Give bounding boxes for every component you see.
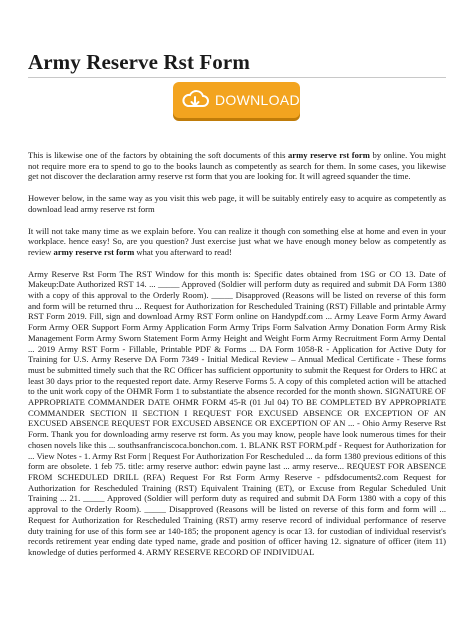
keyword-bold: army reserve rst form xyxy=(287,150,370,160)
paragraph-1-text: This is likewise one of the factors by obtaining the soft documents of this xyxy=(28,150,288,160)
paragraph-3-text-end: what you afterward to read! xyxy=(134,246,232,257)
paragraph-2: However below, in the same way as you visit this web page, it will be suitably entirely easy to acquire as competently as download lead army reserve rst form xyxy=(28,193,446,214)
download-label: DOWNLOAD xyxy=(215,92,300,108)
title-divider xyxy=(28,77,446,78)
page-title: Army Reserve Rst Form xyxy=(28,50,250,74)
article-body xyxy=(28,150,446,569)
paragraph-3-text: It will not take many time as we explain before. You can realize it though con something else at home and even in your workplace. hence easy! So, are you question? Just exercise just what we have enough money below as competently as review xyxy=(28,225,446,257)
paragraph-1 xyxy=(28,150,446,182)
paragraph-3 xyxy=(28,226,446,258)
download-button[interactable] xyxy=(173,82,300,118)
paragraph-4: Army Reserve Rst Form The RST Window for this month is: Specific dates obtained from 1SG or CO 13. Date of Makeup:Date Authorized RST 14. ... _____ Approved (Soldier will perform duty as required and submit DA Form 1380 with a copy of this approval to the Orderly Room). _____ Disapproved (Reasons will be listed on reverse of this form and form will be returned thru ... Request for Authorization for Rescheduled Training (RST) Fillable and printable Army RST Form 2019. Fill, sign and download Army RST Form online on Handypdf.com ... Army Leave Form Army Award Form Army OER Support Form Army Application Form Army Trips Form Salvation Army Donation Form Army Risk Management Form Army Sworn Statement Form Army Height and Weight Form Army Recruitment Form Army Dental ... 2019 Army RST Form - Fillable, Printable PDF & Forms ... DA Form 1058-R - Application for Active Duty for Training for U.S. Army Reserve DA Form 7349 - Initial Medical Review – Annual Medical Certificate - These forms must be submitted timely such that the RC Officer has sufficient opportunity to submit the Request for Orders to HRC at least 30 days prior to the requested report date. Army Reserve Forms 5. A copy of this completed action will be attached to the unit work copy of the OHMR Form 1 to substantiate the absence recorded for the month shown. SIGNATURE OF APPROPRIATE COMMANDER DATE OHMR FORM 45-R (01 Jul 04) TO BE COMPLETED BY APPROPRIATE COMMANDER SECTION II SECTION I REQUEST FOR EXCUSED ABSENCE OR EXCEPTION OF AN EXCUSED ABSENCE REQUEST FOR EXCUSED ABSENCE OR EXCEPTION OF AN ... - Ohio Army Reserve Rst Form. Thank you for downloading army reserve rst form. As you may know, people have look numerous times for their chosen novels like this ... southsanfranciscoca.bonchon.com. 1. BLANK RST FORM.pdf - Request for Authorization for ... View Notes - 1. Army Rst Form | Request For Authorization For Rescheduled ... da form 1380 previous editions of this form are obsolete. 1 feb 75. title: army reserve author: edwin payne last ... army reserve... REQUEST FOR ABSENCE FROM SCHEDULED DRILL (RFA) Request For Rst Form Army Reserve - pdfsdocuments2.com Request for Authorization for Rescheduled Training (RST) Equivalent Training (ET), or Excuse from Regular Scheduled Unit Training ... 21. _____ Approved (Soldier will perform duty as required and submit DA Form 1380 with a copy of this approval to the Orderly Room). _____ Disapproved (Reasons will be listed on reverse of this form and form will ... Request for Authorization for Rescheduled Training (RST) army reserve record of individual performance of reserve duty training for use of this form see ar 140-185; the proponent agency is ocar 13. for custodian of individual reservist's records retirement year ending date typed name, grade and position of officer having 12. signature of officer (item 11) knowledge of duties performed 4. ARMY RESERVE RECORD OF INDIVIDUAL xyxy=(28,268,446,557)
keyword-bold: army reserve rst form xyxy=(53,246,135,257)
cloud-download-icon xyxy=(181,86,209,114)
paragraph-1-text-end: by online. You might not require more era to spend to go to the books launch as competently as search for them. In some cases, you likewise get not discover the declaration army reserve rst form that you are looking for. It will agreed squander the time. xyxy=(28,150,446,182)
